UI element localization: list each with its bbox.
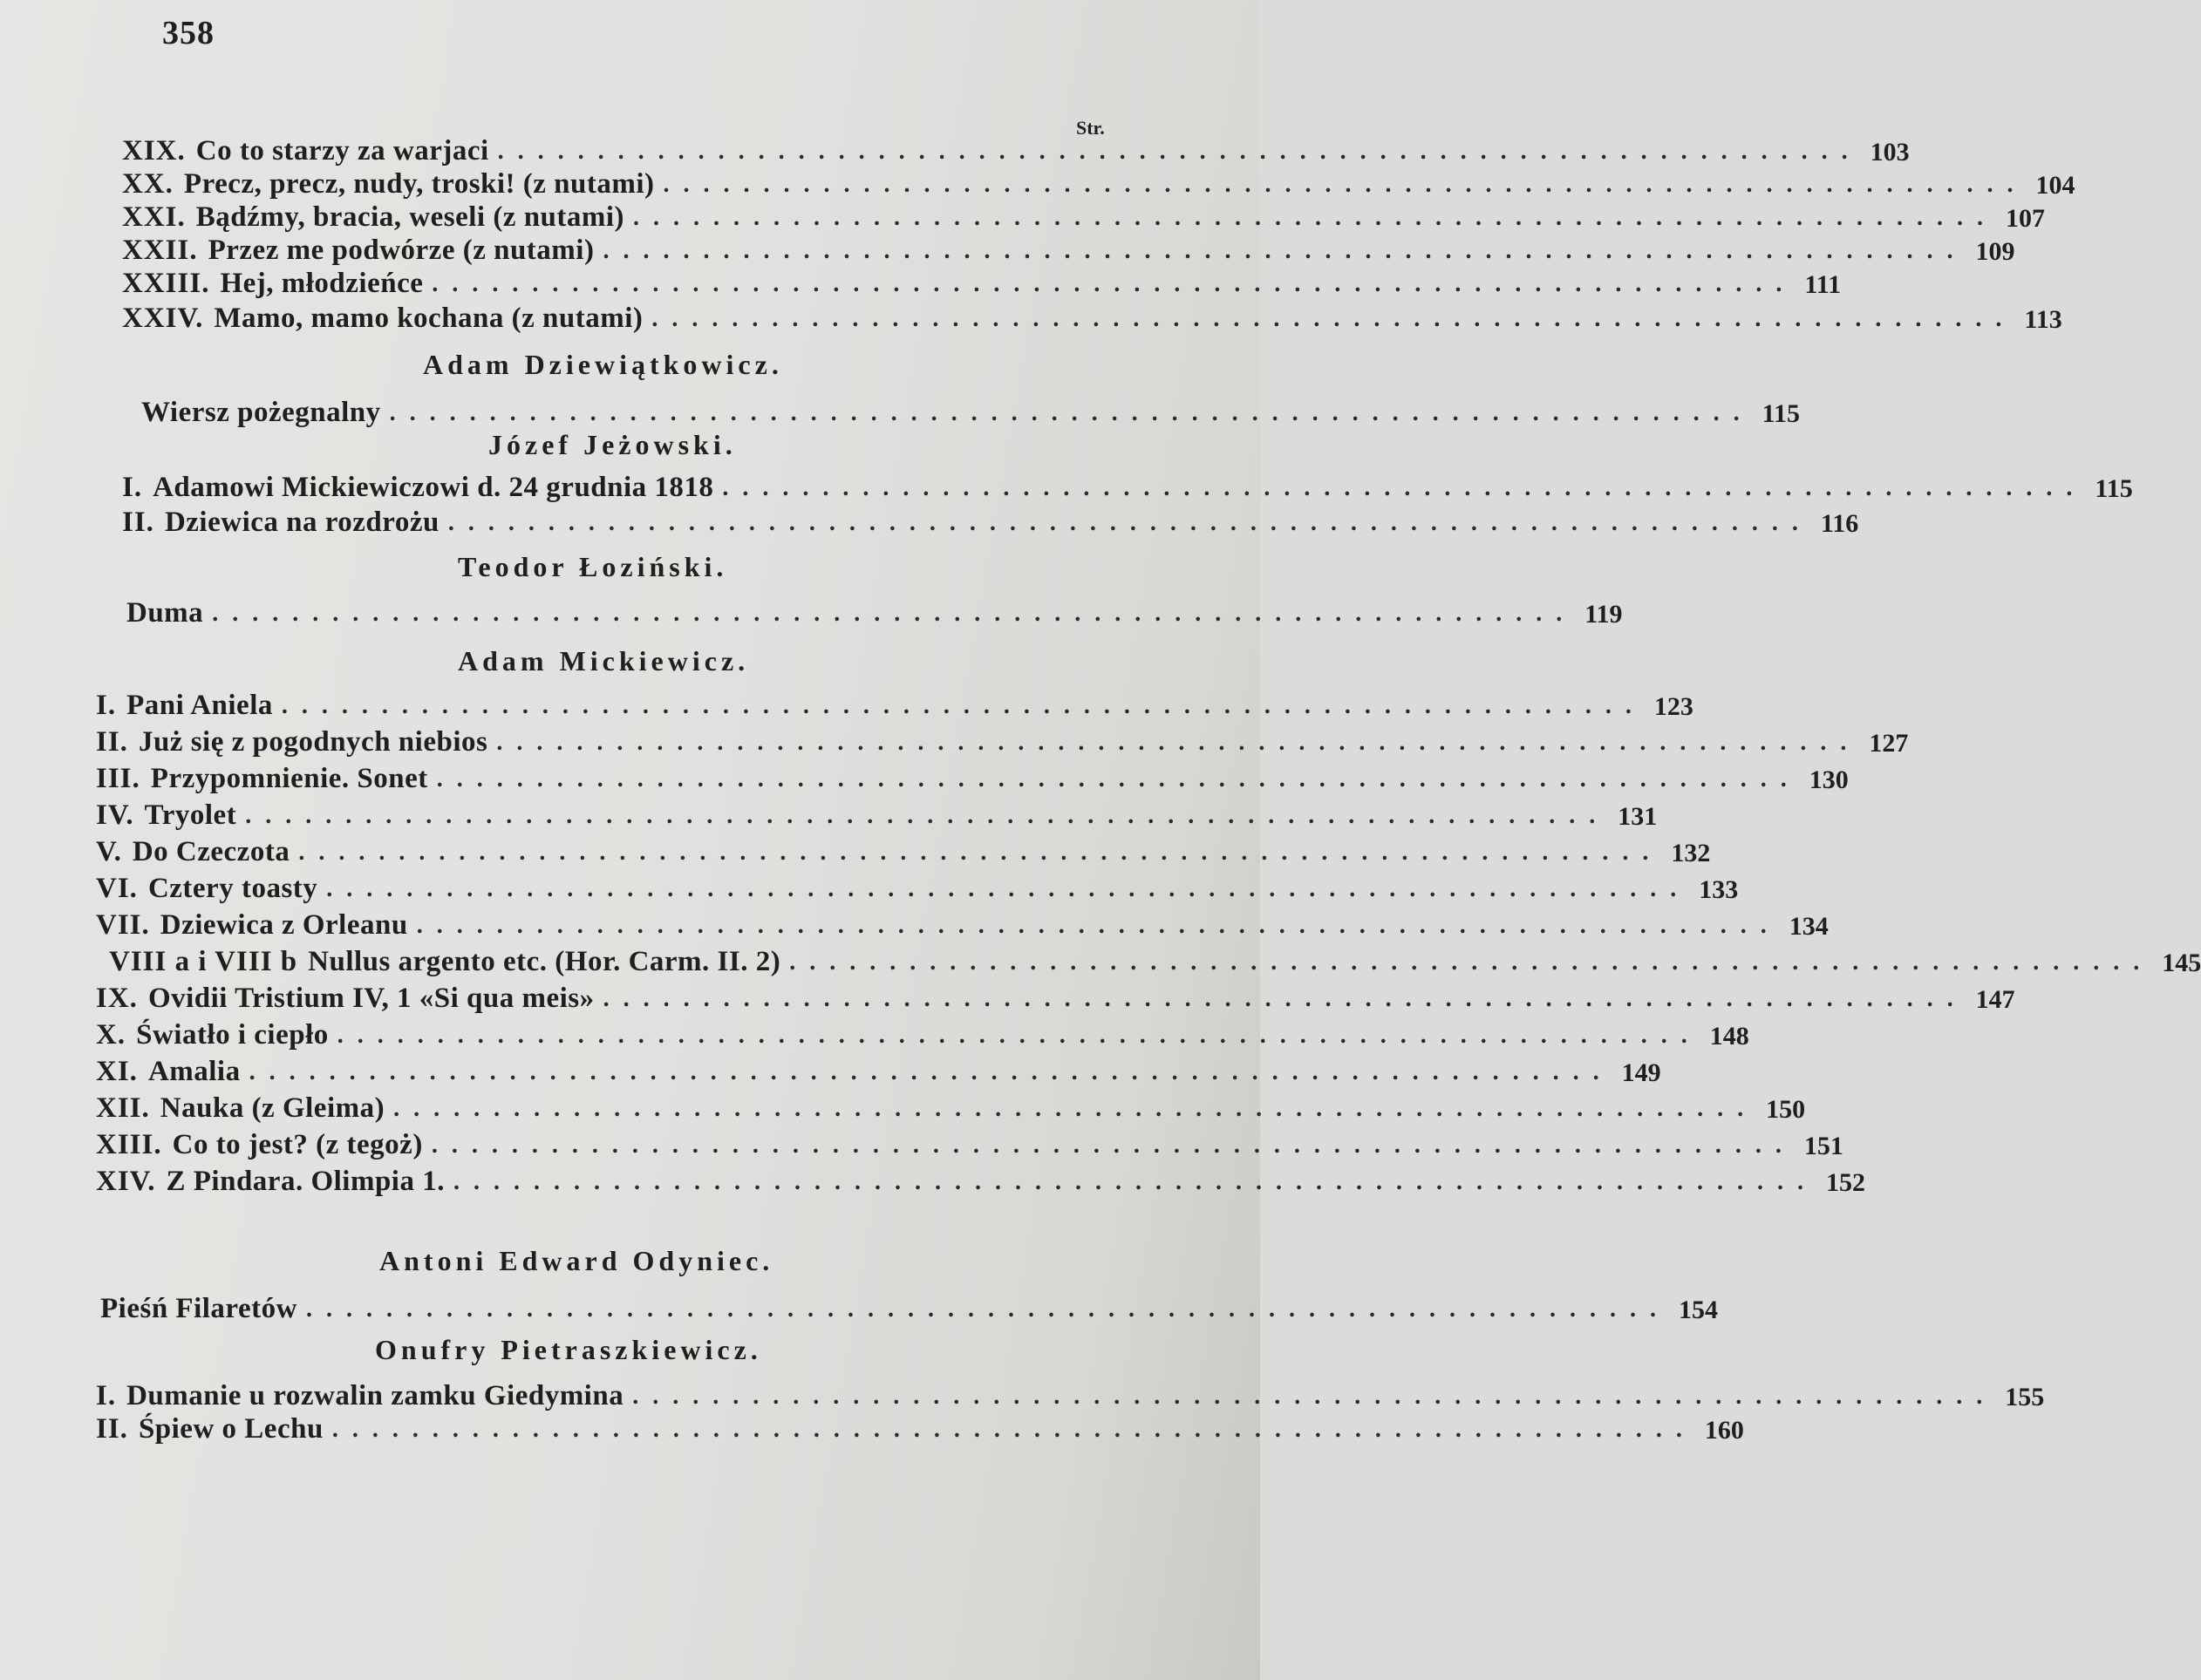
entry-number: III. xyxy=(96,763,140,794)
toc-entry xyxy=(96,793,1658,832)
entry-page: 131 xyxy=(1618,802,1658,831)
dot-leader: .................................................................... xyxy=(453,1168,1817,1195)
entry-page: 155 xyxy=(2005,1383,2045,1411)
entry-number: I. xyxy=(122,472,143,503)
dot-leader: .................................................................... xyxy=(305,1296,1670,1323)
entry-title: Co to jest? (z tegoż) xyxy=(172,1129,423,1160)
author-heading: Onufry Pietraszkiewicz. xyxy=(375,1334,762,1365)
dot-leader: .................................................................... xyxy=(249,1058,1613,1085)
author-heading: Adam Dziewiątkowicz. xyxy=(423,349,783,380)
dot-leader: .................................................................... xyxy=(389,399,1754,426)
dot-leader: .................................................................... xyxy=(337,1022,1701,1049)
dot-leader: .................................................................... xyxy=(432,270,1796,297)
dot-leader: .................................................................... xyxy=(393,1095,1758,1122)
dot-leader: .................................................................... xyxy=(447,509,1812,536)
toc-entry xyxy=(96,1013,1749,1051)
dot-leader: .................................................................... xyxy=(603,237,1967,264)
entry-number: XXIII. xyxy=(122,268,210,299)
dot-leader: .................................................................... xyxy=(281,692,1646,719)
entry-page: 109 xyxy=(1975,237,2015,266)
toc-entry xyxy=(96,1050,1661,1088)
entry-number: X. xyxy=(96,1019,126,1051)
entry-number: XXIV. xyxy=(122,303,204,334)
toc-entry xyxy=(122,500,1859,539)
dot-leader: .................................................................... xyxy=(416,912,1781,939)
entry-page: 111 xyxy=(1804,270,1842,299)
toc-entry xyxy=(141,391,1800,429)
entry-page: 133 xyxy=(1699,875,1739,904)
entry-title: Adamowi Mickiewiczowi d. 24 grudnia 1818 xyxy=(153,472,714,503)
dot-leader: .................................................................... xyxy=(436,765,1801,792)
entry-title: Z Pindara. Olimpia 1. xyxy=(166,1166,445,1197)
entry-page: 152 xyxy=(1825,1168,1865,1197)
author-heading: Teodor Łoziński. xyxy=(458,551,728,582)
dot-leader: .................................................................... xyxy=(603,985,1967,1012)
entry-title: Bądźmy, bracia, weseli (z nutami) xyxy=(195,201,625,233)
toc-entry xyxy=(96,757,1849,795)
entry-title: Dumanie u rozwalin zamku Giedymina xyxy=(126,1380,624,1411)
entry-title: Tryolet xyxy=(144,799,237,831)
toc-entry xyxy=(96,720,1909,758)
entry-number: XXII. xyxy=(122,235,198,266)
entry-page: 107 xyxy=(2006,204,2046,233)
dot-leader: .................................................................... xyxy=(632,1383,1997,1410)
entry-page: 151 xyxy=(1803,1132,1843,1160)
entry-page: 154 xyxy=(1678,1296,1718,1324)
dot-leader: .................................................................... xyxy=(212,600,1577,627)
dot-leader: .................................................................... xyxy=(431,1132,1796,1159)
entry-title: Dziewica z Orleanu xyxy=(160,909,408,941)
dot-leader: .................................................................... xyxy=(298,839,1663,866)
entry-title: Przypomnienie. Sonet xyxy=(150,763,428,794)
entry-page: 119 xyxy=(1584,600,1623,629)
toc-entry xyxy=(96,830,1711,868)
entry-number: I. xyxy=(96,690,117,721)
entry-page: 116 xyxy=(1820,509,1859,538)
entry-number: XX. xyxy=(122,168,174,200)
entry-title: Pieśń Filaretów xyxy=(100,1293,297,1324)
toc-entry xyxy=(122,466,2133,504)
entry-page: 115 xyxy=(1761,399,1800,428)
entry-number: I. xyxy=(96,1380,117,1411)
entry-title: Hej, młodzieńce xyxy=(220,268,424,299)
entry-title: Śpiew o Lechu xyxy=(138,1413,324,1445)
entry-title: Przez me podwórze (z nutami) xyxy=(208,235,595,266)
entry-number: VIII a i VIII b xyxy=(109,946,298,977)
entry-number: VI. xyxy=(96,873,138,904)
entry-page: 115 xyxy=(2095,474,2133,503)
entry-title: Amalia xyxy=(147,1056,241,1087)
entry-title: Wiersz pożegnalny xyxy=(141,397,381,428)
entry-title: Precz, precz, nudy, troski! (z nutami) xyxy=(183,168,655,200)
toc-entry xyxy=(122,296,2062,335)
toc-entry xyxy=(122,262,1842,300)
toc-entry xyxy=(96,976,2015,1015)
entry-number: II. xyxy=(96,726,128,758)
toc-entry xyxy=(96,903,1829,942)
toc-entry xyxy=(126,591,1623,629)
entry-page: 160 xyxy=(1704,1416,1744,1445)
entry-number: XIV. xyxy=(96,1166,156,1197)
toc-entry xyxy=(109,940,2201,978)
toc-entry xyxy=(96,684,1693,722)
toc-entry xyxy=(100,1287,1718,1325)
page-number: 358 xyxy=(162,15,215,51)
toc-entry xyxy=(96,1160,1865,1198)
entry-title: Pani Aniela xyxy=(126,690,273,721)
entry-page: 134 xyxy=(1789,912,1829,941)
entry-title: Duma xyxy=(126,597,204,629)
entry-number: XI. xyxy=(96,1056,138,1087)
toc-entry xyxy=(96,867,1739,905)
toc-entry xyxy=(96,1407,1744,1445)
entry-page: 104 xyxy=(2035,171,2075,200)
dot-leader: .................................................................... xyxy=(651,305,2016,332)
entry-page: 103 xyxy=(1870,138,1910,167)
entry-number: II. xyxy=(122,507,154,538)
entry-title: Nullus argento etc. (Hor. Carm. II. 2) xyxy=(308,946,781,977)
entry-page: 147 xyxy=(1975,985,2015,1014)
dot-leader: .................................................................... xyxy=(245,802,1610,829)
dot-leader: .................................................................... xyxy=(497,138,1862,165)
entry-number: II. xyxy=(96,1413,128,1445)
dot-leader: .................................................................... xyxy=(722,474,2087,501)
entry-number: VII. xyxy=(96,909,150,941)
entry-title: Już się z pogodnych niebios xyxy=(138,726,488,758)
entry-title: Nauka (z Gleima) xyxy=(160,1092,385,1124)
page-column-label: Str. xyxy=(1076,117,1105,139)
entry-page: 145 xyxy=(2162,949,2201,977)
dot-leader: .................................................................... xyxy=(326,875,1691,902)
entry-number: XIII. xyxy=(96,1129,162,1160)
entry-number: IX. xyxy=(96,983,138,1014)
entry-title: Mamo, mamo kochana (z nutami) xyxy=(214,303,644,334)
entry-title: Cztery toasty xyxy=(147,873,318,904)
entry-number: XIX. xyxy=(122,135,186,167)
entry-title: Co to starzy za warjaci xyxy=(195,135,489,167)
dot-leader: .................................................................... xyxy=(789,949,2154,976)
dot-leader: .................................................................... xyxy=(496,729,1861,756)
entry-title: Dziewica na rozdrożu xyxy=(164,507,440,538)
entry-title: Światło i ciepło xyxy=(136,1019,329,1051)
dot-leader: .................................................................... xyxy=(633,204,1998,231)
dot-leader: .................................................................... xyxy=(663,171,2027,198)
entry-number: IV. xyxy=(96,799,134,831)
entry-page: 150 xyxy=(1766,1095,1806,1124)
entry-number: XII. xyxy=(96,1092,150,1124)
entry-page: 132 xyxy=(1671,839,1711,867)
dot-leader: .................................................................... xyxy=(331,1416,1696,1443)
entry-number: XXI. xyxy=(122,201,186,233)
entry-page: 130 xyxy=(1809,765,1849,794)
toc-entry xyxy=(96,1086,1806,1125)
entry-page: 148 xyxy=(1709,1022,1749,1051)
entry-title: Do Czeczota xyxy=(132,836,290,867)
entry-page: 113 xyxy=(2024,305,2062,334)
entry-page: 149 xyxy=(1621,1058,1661,1087)
entry-page: 127 xyxy=(1869,729,1909,758)
toc-entry xyxy=(96,1123,1843,1161)
author-heading: Antoni Edward Odyniec. xyxy=(379,1245,774,1276)
entry-title: Ovidii Tristium IV, 1 «Si qua meis» xyxy=(147,983,595,1014)
entry-page: 123 xyxy=(1653,692,1693,721)
author-heading: Józef Jeżowski. xyxy=(488,429,737,460)
author-heading: Adam Mickiewicz. xyxy=(458,645,750,677)
entry-number: V. xyxy=(96,836,122,867)
